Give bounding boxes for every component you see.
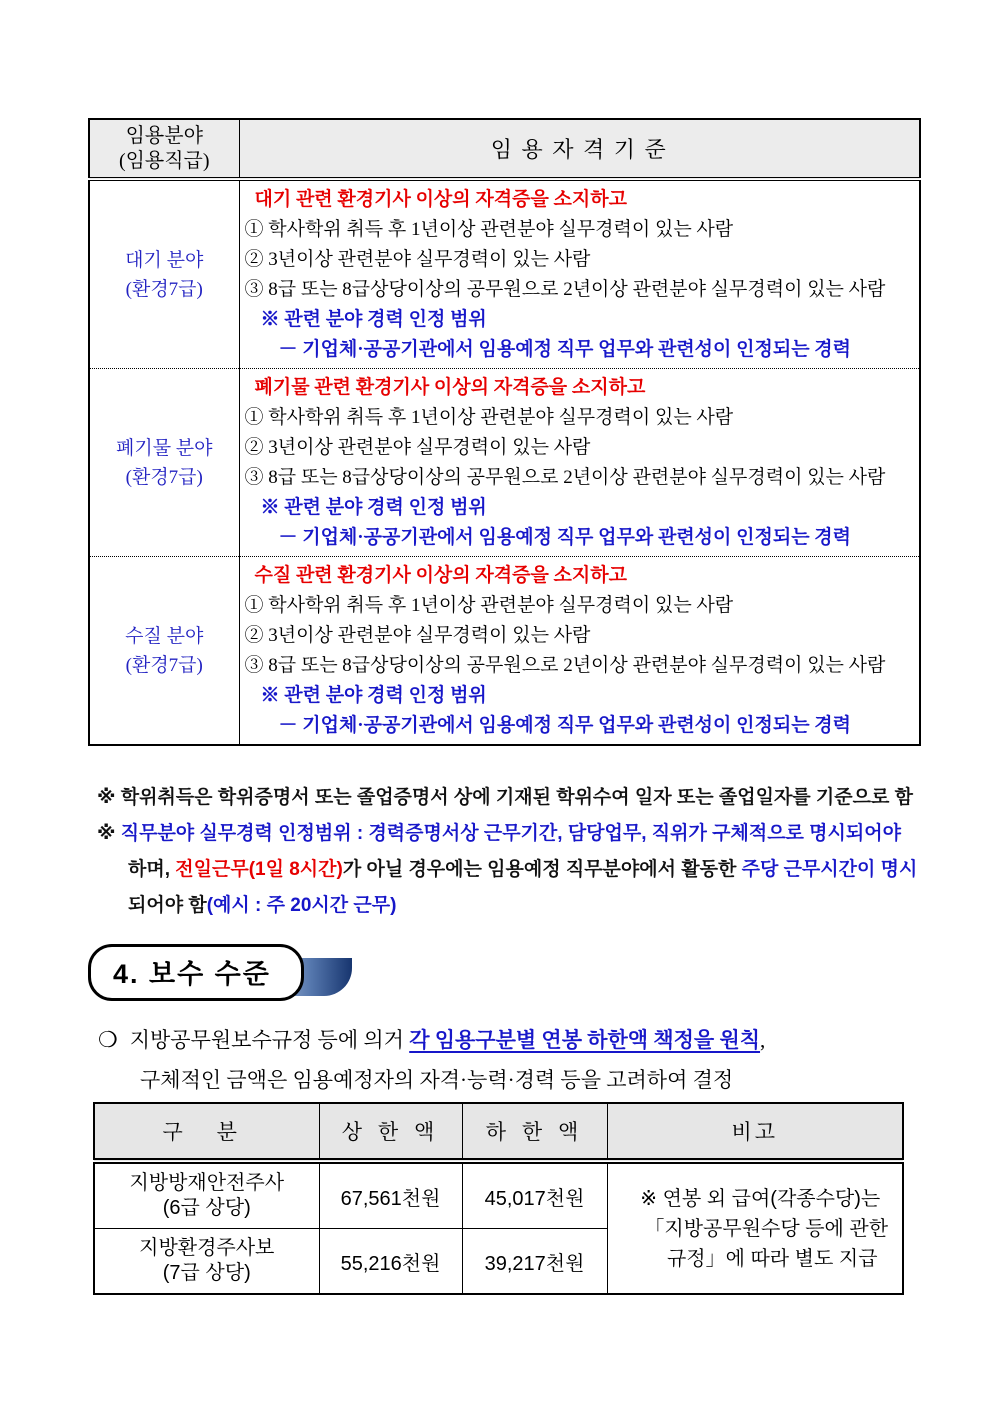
criteria-title: 폐기물 관련 환경기사 이상의 자격증을 소지하고 <box>254 376 646 398</box>
criteria-item-2: ② 3년이상 관련분야 실무경력이 있는 사람 <box>244 248 591 270</box>
criteria-item-3: ③ 8급 또는 8급상당이상의 공무원으로 2년이상 관련분야 실무경력이 있는 사람 <box>244 654 886 676</box>
field-grade: (환경7급) <box>125 466 203 488</box>
pay-intro <box>98 1020 968 1100</box>
note-mark: ※ <box>97 823 121 844</box>
criteria-note-item: － 기업체·공공기관에서 임용예정 직무 업무와 관련성이 인정되는 경력 <box>278 338 851 360</box>
notes-block <box>97 780 947 924</box>
pay-intro-comma: , <box>760 1028 766 1052</box>
upper-amount: 55,216천원 <box>319 1229 462 1295</box>
pay-intro-text: 지방공무원보수규정 등에 의거 <box>129 1028 410 1052</box>
criteria-note-item: － 기업체·공공기관에서 임용예정 직무 업무와 관련성이 인정되는 경력 <box>278 714 851 736</box>
criteria-item-2: ② 3년이상 관련분야 실무경력이 있는 사람 <box>244 624 591 646</box>
pay-table-header-row <box>94 1103 903 1161</box>
criteria-title: 수질 관련 환경기사 이상의 자격증을 소지하고 <box>254 564 627 586</box>
criteria-note-item: － 기업체·공공기관에서 임용예정 직무 업무와 관련성이 인정되는 경력 <box>278 526 851 548</box>
field-grade: (환경7급) <box>125 278 203 300</box>
category-name: 지방환경주사보 <box>139 1237 275 1259</box>
criteria-cell-water <box>239 557 920 746</box>
header-remark: 비고 <box>607 1103 903 1161</box>
remark-line1: ※ 연봉 외 급여(각종수당)는 <box>640 1187 881 1210</box>
note-experience-blue: 직무분야 실무경력 인정범위 : 경력증명서상 근무기간, 담당업무, 직위가 구체적으로 명시되어야 <box>120 823 901 844</box>
remark-line2: 「지방공무원수당 등에 관한 <box>644 1217 889 1240</box>
header-upper-limit: 상 한 액 <box>319 1103 462 1161</box>
pay-intro-line2: 구체적인 금액은 임용예정자의 자격·능력·경력 등을 고려하여 결정 <box>140 1068 734 1092</box>
category-cell-grade6 <box>94 1161 319 1229</box>
field-cell-air <box>89 179 239 369</box>
field-name: 대기 분야 <box>125 249 204 271</box>
header-appointment-field-line1: 임용분야 <box>125 124 203 147</box>
lower-amount: 39,217천원 <box>462 1229 607 1295</box>
header-lower-limit: 하 한 액 <box>462 1103 607 1161</box>
criteria-item-3: ③ 8급 또는 8급상당이상의 공무원으로 2년이상 관련분야 실무경력이 있는 사람 <box>244 466 886 488</box>
note-weekly-blue: 주당 근무시간이 명시 <box>741 859 918 880</box>
criteria-item-1: ① 학사학위 취득 후 1년이상 관련분야 실무경력이 있는 사람 <box>244 406 734 428</box>
pay-intro-underlined: 각 임용구분별 연봉 하한액 책정을 원칙 <box>409 1028 761 1052</box>
section-title: 4. 보수 수준 <box>88 944 304 1001</box>
criteria-cell-air <box>239 179 920 369</box>
upper-amount: 67,561천원 <box>319 1161 462 1229</box>
circle-bullet-icon: ❍ <box>98 1027 118 1052</box>
remark-cell <box>607 1161 903 1294</box>
lower-amount: 45,017천원 <box>462 1161 607 1229</box>
field-name: 수질 분야 <box>125 625 204 647</box>
header-appointment-field-line2: (임용직급) <box>118 149 210 172</box>
criteria-item-1: ① 학사학위 취득 후 1년이상 관련분야 실무경력이 있는 사람 <box>244 594 734 616</box>
remark-line3: 규정」에 따라 별도 지급 <box>666 1247 878 1270</box>
pay-row-grade6 <box>94 1161 903 1229</box>
qualification-table-header-row <box>89 119 920 179</box>
note-degree: ※ 학위취득은 학위증명서 또는 졸업증명서 상에 기재된 학위수여 일자 또는 졸업일자를 기준으로 함 <box>97 787 913 808</box>
note-experience-line3 <box>97 888 947 924</box>
note-example-blue: (예시 : 주 20시간 근무) <box>206 895 397 916</box>
criteria-item-3: ③ 8급 또는 8급상당이상의 공무원으로 2년이상 관련분야 실무경력이 있는 사람 <box>244 278 886 300</box>
qualification-row-waste <box>89 369 920 557</box>
qualification-table <box>88 118 921 746</box>
header-qualification-criteria: 임 용 자 격 기 준 <box>239 119 920 179</box>
note-text: 하며, <box>128 859 176 880</box>
pay-table <box>93 1102 904 1295</box>
category-name: 지방방재안전주사 <box>129 1172 285 1194</box>
note-text: 가 아닐 경우에는 임용예정 직무분야에서 활동한 <box>342 859 742 880</box>
section-header-pay-level <box>88 944 304 1001</box>
field-cell-waste <box>89 369 239 557</box>
category-sub: (6급 상당) <box>162 1197 251 1219</box>
qualification-row-water <box>89 557 920 746</box>
note-experience-line1 <box>97 816 947 852</box>
criteria-item-1: ① 학사학위 취득 후 1년이상 관련분야 실무경력이 있는 사람 <box>244 218 734 240</box>
note-experience-line2 <box>97 852 947 888</box>
header-category: 구 분 <box>94 1103 319 1161</box>
category-sub: (7급 상당) <box>162 1262 251 1284</box>
criteria-note-title: ※ 관련 분야 경력 인정 범위 <box>260 496 487 518</box>
field-cell-water <box>89 557 239 746</box>
field-grade: (환경7급) <box>125 654 203 676</box>
header-appointment-field <box>89 119 239 179</box>
note-fulltime-red: 전일근무(1일 8시간) <box>175 859 343 880</box>
criteria-note-title: ※ 관련 분야 경력 인정 범위 <box>260 308 487 330</box>
qualification-row-air <box>89 179 920 369</box>
criteria-note-title: ※ 관련 분야 경력 인정 범위 <box>260 684 487 706</box>
category-cell-grade7 <box>94 1229 319 1295</box>
criteria-item-2: ② 3년이상 관련분야 실무경력이 있는 사람 <box>244 436 591 458</box>
pay-intro-line1 <box>98 1020 968 1060</box>
field-name: 폐기물 분야 <box>115 437 213 459</box>
criteria-title: 대기 관련 환경기사 이상의 자격증을 소지하고 <box>254 188 627 210</box>
note-text: 되어야 함 <box>128 895 207 916</box>
criteria-cell-waste <box>239 369 920 557</box>
